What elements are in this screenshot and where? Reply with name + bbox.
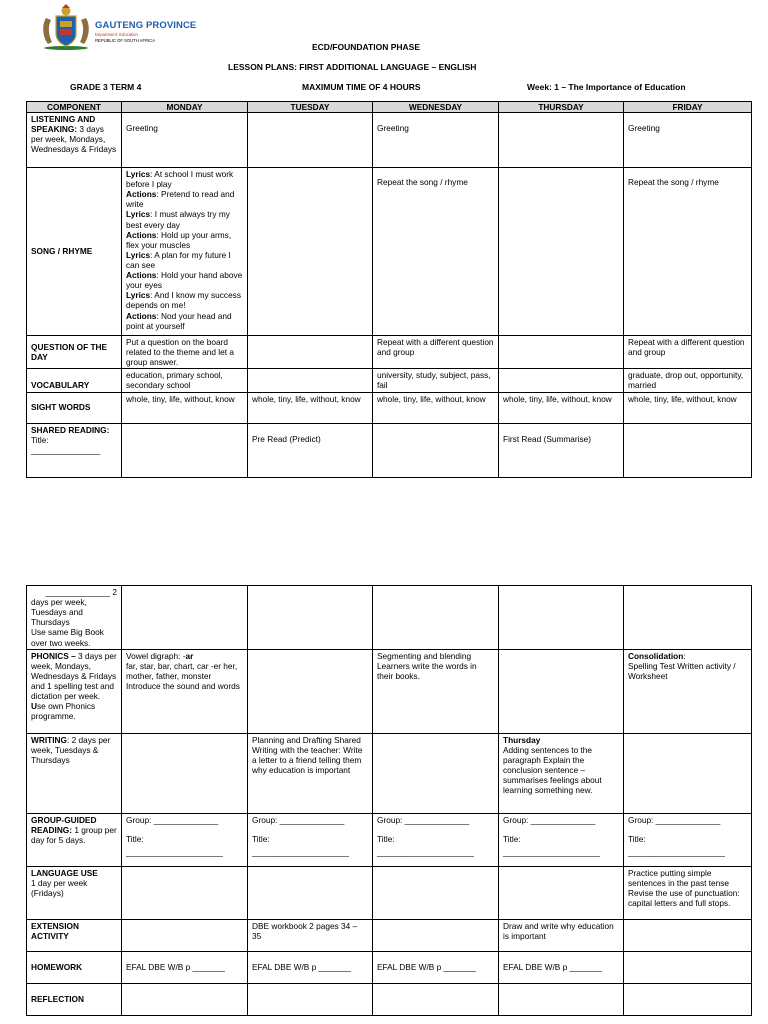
component-writing xyxy=(27,733,122,813)
cell-friday xyxy=(624,423,752,477)
gauteng-logo xyxy=(38,4,197,48)
cell-monday xyxy=(122,423,248,477)
song-line-text: : At school I must work before I play xyxy=(126,169,234,190)
col-header-thursday: THURSDAY xyxy=(499,102,624,113)
cell-thursday xyxy=(499,733,624,813)
row-shared-reading-continued xyxy=(27,586,752,650)
component-detail: 1 day per week (Fridays) xyxy=(31,877,88,898)
cell-monday: education, primary school, secondary school xyxy=(122,369,248,392)
song-line xyxy=(126,169,243,189)
phonics-words: far, star, bar, chart, car -er her, mother, father, monster Introduce the sound and words xyxy=(126,660,240,691)
cell-wednesday xyxy=(373,866,499,919)
cell-wednesday: university, study, subject, pass, fail xyxy=(373,369,499,392)
title-field: Title: xyxy=(377,833,395,844)
cell-monday xyxy=(122,586,248,650)
col-header-tuesday: TUESDAY xyxy=(248,102,373,113)
digraph-ar: ar xyxy=(185,650,194,661)
row-vocabulary xyxy=(27,369,752,392)
song-line-label: Lyrics xyxy=(126,209,151,220)
cell-tuesday xyxy=(248,983,373,1015)
cell-tuesday xyxy=(248,649,373,733)
document-title: LESSON PLANS: FIRST ADDITIONAL LANGUAGE – ENGLISH xyxy=(228,62,477,72)
cell-friday: Greeting xyxy=(624,113,752,168)
cell-tuesday: DBE workbook 2 pages 34 – 35 xyxy=(248,919,373,951)
cell-wednesday xyxy=(373,423,499,477)
lesson-plan-table-1 xyxy=(26,101,752,478)
component-detail: 3 days per week, Mondays, Wednesdays & Fridays xyxy=(31,124,117,155)
song-line-label: Actions xyxy=(126,310,157,321)
cell-friday: whole, tiny, life, without, know xyxy=(624,392,752,423)
song-line-text: : Nod your head and point at yourself xyxy=(126,310,232,331)
cell-thursday xyxy=(499,113,624,168)
cell-friday: Practice putting simple sentences in the past tense Revise the use of punctuation: capital letters and full stops. xyxy=(624,866,752,919)
cell-wednesday: Repeat with a different question and group xyxy=(373,336,499,369)
component-detail: 3 days per week, Mondays, Wednesdays & Fridays and 1 spelling test and dictation per week. xyxy=(31,650,117,702)
cell-tuesday: EFAL DBE W/B p _______ xyxy=(248,951,373,983)
cell-wednesday: Segmenting and blending Learners write the words in their books. xyxy=(373,649,499,733)
cell-friday: Repeat the song / rhyme xyxy=(624,168,752,336)
big-book-note: Use same Big Book over two weeks. xyxy=(31,627,104,648)
row-sight-words xyxy=(27,392,752,423)
cell-monday xyxy=(122,983,248,1015)
phonics-programme: se own Phonics programme. xyxy=(31,701,96,722)
cell-friday xyxy=(624,586,752,650)
song-line-label: Lyrics xyxy=(126,290,151,301)
thursday-title: Thursday xyxy=(503,734,541,745)
consolidation-detail: Spelling Test Written activity / Worksheet xyxy=(628,660,736,681)
cell-tuesday: Pre Read (Predict) xyxy=(248,423,373,477)
cell-wednesday: Repeat the song / rhyme xyxy=(373,168,499,336)
row-homework xyxy=(27,951,752,983)
group-field: Group: ______________ xyxy=(126,814,219,825)
cell-monday: whole, tiny, life, without, know xyxy=(122,392,248,423)
row-writing xyxy=(27,733,752,813)
component-detail: 1 group per day for 5 days. xyxy=(31,824,117,845)
song-line-text: : Hold your hand above your eyes xyxy=(126,270,243,291)
title-blank: _______________ xyxy=(31,444,101,455)
cell-wednesday xyxy=(373,813,499,866)
cell-thursday xyxy=(499,649,624,733)
component-detail: : 2 days per week, Tuesdays & Thursdays xyxy=(31,734,111,765)
song-line-label: Lyrics xyxy=(126,169,151,179)
col-header-friday: FRIDAY xyxy=(624,102,752,113)
component-phonics xyxy=(27,649,122,733)
song-line-text: : I must always try my best every day xyxy=(126,209,230,230)
cell-monday xyxy=(122,649,248,733)
cell-tuesday: Planning and Drafting Shared Writing with the teacher: Write a letter to a friend telling them why education is important xyxy=(248,733,373,813)
component-question: QUESTION OF THE DAY xyxy=(27,336,122,369)
song-line xyxy=(126,290,243,310)
component-label: GROUP-GUIDED READING: xyxy=(31,814,97,835)
phonics-u: U xyxy=(31,701,37,712)
coat-of-arms-icon xyxy=(38,4,94,50)
table-header-row xyxy=(27,102,752,113)
song-line-label: Actions xyxy=(126,270,157,281)
cell-thursday xyxy=(499,813,624,866)
cell-thursday: First Read (Summarise) xyxy=(499,423,624,477)
component-homework: HOMEWORK xyxy=(27,951,122,983)
component-sight-words: SIGHT WORDS xyxy=(27,392,122,423)
cell-tuesday xyxy=(248,336,373,369)
cell-thursday xyxy=(499,168,624,336)
component-detail: days per week, Tuesdays and Thursdays xyxy=(31,597,87,628)
component-label: PHONICS – xyxy=(31,650,76,661)
cell-friday: Repeat with a different question and group xyxy=(624,336,752,369)
logo-province-name: GAUTENG PROVINCE xyxy=(95,20,197,31)
component-label: LANGUAGE USE xyxy=(31,867,98,878)
title-blank: _____________________ xyxy=(252,846,349,857)
cell-monday xyxy=(122,168,248,336)
logo-country: REPUBLIC OF SOUTH AFRICA xyxy=(95,38,156,43)
cell-tuesday xyxy=(248,866,373,919)
song-line-label: Actions xyxy=(126,189,157,200)
title-blank: _____________________ xyxy=(377,846,474,857)
cell-friday xyxy=(624,813,752,866)
title-blank: _____________________ xyxy=(126,846,223,857)
cell-wednesday: whole, tiny, life, without, know xyxy=(373,392,499,423)
song-line xyxy=(126,230,243,250)
song-line xyxy=(126,270,243,290)
component-label: SHARED READING: xyxy=(31,424,110,435)
component-song-rhyme: SONG / RHYME xyxy=(27,168,122,336)
cell-monday xyxy=(122,866,248,919)
cell-tuesday xyxy=(248,369,373,392)
component-listening xyxy=(27,113,122,168)
component-guided-reading xyxy=(27,813,122,866)
cell-friday xyxy=(624,951,752,983)
cell-friday xyxy=(624,733,752,813)
song-line-label: Lyrics xyxy=(126,249,151,260)
title-field: Title: xyxy=(503,833,521,844)
max-time: MAXIMUM TIME OF 4 HOURS xyxy=(302,82,421,92)
phase-heading: ECD/FOUNDATION PHASE xyxy=(312,42,420,52)
cell-thursday xyxy=(499,369,624,392)
cell-tuesday xyxy=(248,113,373,168)
lesson-plan-table-2 xyxy=(26,585,752,1016)
week-theme: Week: 1 – The Importance of Education xyxy=(527,82,686,92)
cell-friday: Consolidation: Spelling Test Written activity / Worksheet xyxy=(624,649,752,733)
component-shared-reading-cont xyxy=(27,586,122,650)
cell-thursday: Draw and write why education is important xyxy=(499,919,624,951)
title-field: Title: xyxy=(628,833,646,844)
row-language-use xyxy=(27,866,752,919)
title-blank: _____________________ xyxy=(503,846,600,857)
title-field: Title: xyxy=(126,833,144,844)
cell-wednesday: Greeting xyxy=(373,113,499,168)
song-line xyxy=(126,311,243,331)
thursday-detail: Adding sentences to the paragraph Explain the conclusion sentence – summarises feelings about learning something new. xyxy=(503,744,602,796)
song-line xyxy=(126,189,243,209)
component-language-use xyxy=(27,866,122,919)
row-song-rhyme xyxy=(27,168,752,336)
cell-wednesday xyxy=(373,919,499,951)
col-header-wednesday: WEDNESDAY xyxy=(373,102,499,113)
col-header-monday: MONDAY xyxy=(122,102,248,113)
row-extension-activity xyxy=(27,919,752,951)
row-listening-speaking xyxy=(27,113,752,168)
row-phonics xyxy=(27,649,752,733)
group-field: Group: ______________ xyxy=(252,814,345,825)
logo-department: Department: Education xyxy=(95,32,138,37)
component-label: WRITING xyxy=(31,734,67,745)
digraph-prefix: Vowel digraph: - xyxy=(126,650,186,661)
cell-friday: graduate, drop out, opportunity, married xyxy=(624,369,752,392)
row-group-guided-reading xyxy=(27,813,752,866)
row-reflection xyxy=(27,983,752,1015)
cell-monday: Greeting xyxy=(122,113,248,168)
cell-wednesday xyxy=(373,983,499,1015)
song-line-text: : Pretend to read and write xyxy=(126,189,235,210)
cell-thursday: whole, tiny, life, without, know xyxy=(499,392,624,423)
cell-tuesday xyxy=(248,586,373,650)
title-blank: _____________________ xyxy=(628,846,725,857)
title-blank-line: ______________ 2 xyxy=(45,587,117,597)
title-label: Title: xyxy=(31,434,49,445)
component-extension: EXTENSION ACTIVITY xyxy=(27,919,122,951)
song-line xyxy=(126,209,243,229)
cell-thursday xyxy=(499,983,624,1015)
component-vocabulary: VOCABULARY xyxy=(27,369,122,392)
consolidation-title: Consolidation xyxy=(628,650,684,661)
cell-thursday xyxy=(499,336,624,369)
row-shared-reading xyxy=(27,423,752,477)
cell-thursday xyxy=(499,866,624,919)
cell-tuesday: whole, tiny, life, without, know xyxy=(248,392,373,423)
title-field: Title: xyxy=(252,833,270,844)
row-question-of-the-day xyxy=(27,336,752,369)
cell-tuesday xyxy=(248,168,373,336)
cell-monday xyxy=(122,813,248,866)
song-line-text: : And I know my success depends on me! xyxy=(126,290,241,311)
cell-monday: EFAL DBE W/B p _______ xyxy=(122,951,248,983)
cell-tuesday xyxy=(248,813,373,866)
cell-monday: Put a question on the board related to the theme and let a group answer. xyxy=(122,336,248,369)
cell-wednesday xyxy=(373,586,499,650)
song-line-text: : A plan for my future I can see xyxy=(126,249,231,270)
grade-term: GRADE 3 TERM 4 xyxy=(70,82,142,92)
group-field: Group: ______________ xyxy=(377,814,470,825)
group-field: Group: ______________ xyxy=(628,814,721,825)
song-line xyxy=(126,250,243,270)
song-line-label: Actions xyxy=(126,229,157,240)
cell-thursday: EFAL DBE W/B p _______ xyxy=(499,951,624,983)
cell-wednesday: EFAL DBE W/B p _______ xyxy=(373,951,499,983)
col-header-component: COMPONENT xyxy=(27,102,122,113)
component-label: LISTENING AND SPEAKING: xyxy=(31,114,96,135)
component-reflection: REFLECTION xyxy=(27,983,122,1015)
cell-friday xyxy=(624,983,752,1015)
group-field: Group: ______________ xyxy=(503,814,596,825)
song-line-text: : Hold up your arms, flex your muscles xyxy=(126,229,232,250)
cell-thursday xyxy=(499,586,624,650)
component-shared-reading xyxy=(27,423,122,477)
cell-monday xyxy=(122,733,248,813)
cell-monday xyxy=(122,919,248,951)
cell-wednesday xyxy=(373,733,499,813)
cell-friday xyxy=(624,919,752,951)
